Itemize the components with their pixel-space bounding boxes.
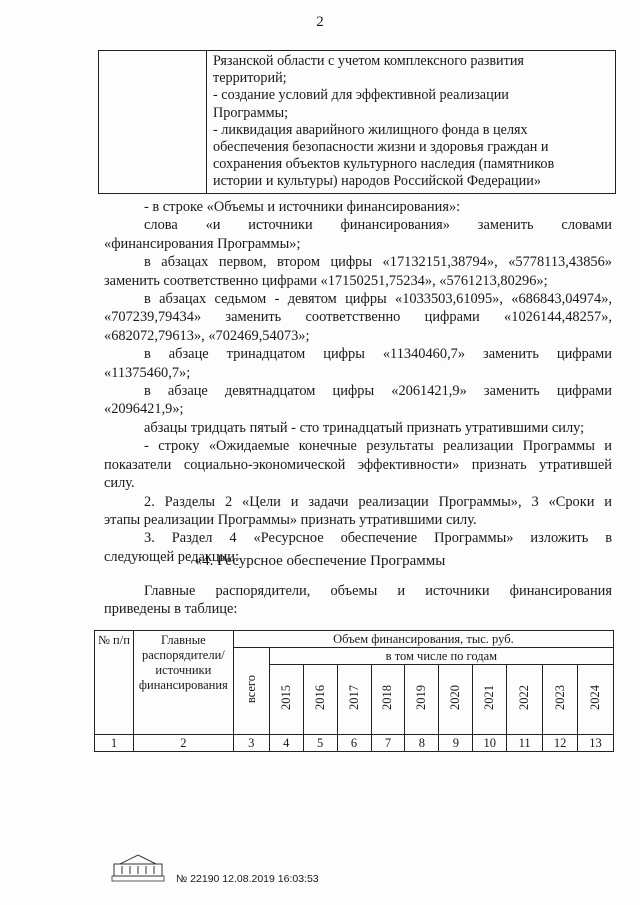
year-cell	[371, 665, 405, 735]
paragraph-line: приведены в таблице:	[104, 601, 238, 618]
paragraph-line: Главные распорядители, объемы и источники финансирования	[144, 583, 612, 599]
year-cell	[543, 665, 578, 735]
year-cell	[578, 665, 614, 735]
index-cell: 9	[439, 735, 473, 752]
year-label: 2017	[346, 685, 361, 710]
year-label: 2016	[312, 685, 327, 710]
header-by-year: в том числе по годам	[269, 648, 613, 665]
goals-line: - ликвидация аварийного жилищного фонда в целях	[213, 121, 528, 138]
paragraph-line: «707239,79434» заменить соответственно цифрами «1026144,48257»,	[104, 309, 612, 326]
year-cell	[473, 665, 507, 735]
header-total-cell	[233, 648, 269, 735]
table-intro	[104, 582, 612, 619]
government-emblem-icon	[110, 852, 168, 882]
year-cell	[405, 665, 439, 735]
goals-line: сохранения объектов культурного наследия (памятников	[213, 156, 555, 173]
year-cell	[303, 665, 337, 735]
paragraph-line: «2096421,9»;	[104, 401, 184, 418]
paragraph-line: силу.	[104, 475, 135, 492]
paragraph-line: этапы реализации Программы» признать утратившими силу.	[104, 511, 477, 528]
index-cell: 3	[233, 735, 269, 752]
paragraph-line: - строку «Ожидаемые конечные результаты реализации Программы и	[144, 438, 612, 455]
paragraph-line: в абзаце тринадцатом цифры «11340460,7» заменить цифрами	[144, 346, 612, 363]
index-cell: 10	[473, 735, 507, 752]
header-main: Главные распорядители/ источники финансирования	[133, 631, 233, 735]
paragraph-line: абзацы тридцать пятый - сто тринадцатый признать утратившими силу;	[144, 419, 585, 436]
goals-line: - создание условий для эффективной реализации	[213, 87, 509, 104]
year-cell	[269, 665, 303, 735]
header-num: № п/п	[95, 631, 134, 735]
paragraph-line: в абзацах первом, втором цифры «17132151,38794», «5778113,43856»	[144, 254, 612, 271]
index-cell: 11	[507, 735, 543, 752]
paragraph-line: заменить соответственно цифрами «17150251,75234», «5761213,80296»;	[104, 272, 548, 289]
year-cell	[337, 665, 371, 735]
paragraph-line: 3. Раздел 4 «Ресурсное обеспечение Программы» изложить в	[144, 530, 612, 547]
goals-text-cell	[207, 51, 616, 194]
index-cell: 12	[543, 735, 578, 752]
goals-line: территорий;	[213, 70, 287, 87]
goals-table-fragment	[98, 50, 616, 194]
goals-line: истории и культуры) народов Российской Федерации»	[213, 173, 541, 190]
paragraph-line: следующей редакции:	[104, 548, 239, 565]
year-label: 2023	[552, 685, 567, 710]
year-label: 2020	[448, 685, 463, 710]
index-cell: 2	[133, 735, 233, 752]
paragraph-line: «11375460,7»;	[104, 364, 191, 381]
goals-line: Рязанской области с учетом комплексного развития	[213, 53, 524, 69]
financing-table	[94, 630, 614, 752]
index-cell: 6	[337, 735, 371, 752]
paragraph-line: - в строке «Объемы и источники финансирования»:	[144, 199, 461, 215]
year-label: 2018	[380, 685, 395, 710]
goals-line: обеспечения безопасности жизни и здоровья граждан и	[213, 139, 549, 156]
index-cell: 4	[269, 735, 303, 752]
year-cell	[439, 665, 473, 735]
paragraph-line: «финансирования Программы»;	[104, 235, 301, 252]
year-label: 2015	[278, 685, 293, 710]
paragraph-line: показатели социально-экономической эффективности» признать утратившей	[104, 456, 612, 473]
header-total: всего	[243, 674, 258, 704]
page-number: 2	[316, 14, 324, 30]
index-cell: 7	[371, 735, 405, 752]
paragraph-line: в абзаце девятнадцатом цифры «2061421,9» заменить цифрами	[144, 383, 612, 400]
index-cell: 8	[405, 735, 439, 752]
paragraph-line: «682072,79613», «702469,54073»;	[104, 327, 310, 344]
year-cell	[507, 665, 543, 735]
year-label: 2021	[482, 685, 497, 710]
paragraph-line: слова «и источники финансирования» заменить словами	[144, 217, 612, 234]
year-label: 2019	[414, 685, 429, 710]
header-volume: Объем финансирования, тыс. руб.	[233, 631, 613, 648]
paragraph-line: 2. Разделы 2 «Цели и задачи реализации Программы», 3 «Сроки и	[144, 493, 612, 510]
index-cell: 1	[95, 735, 134, 752]
year-label: 2022	[517, 685, 532, 710]
year-label: 2024	[588, 685, 602, 710]
index-cell: 5	[303, 735, 337, 752]
empty-cell	[99, 51, 207, 194]
paragraph-line: в абзацах седьмом - девятом цифры «1033503,61095», «686843,04974»,	[144, 291, 612, 308]
goals-line: Программы;	[213, 104, 289, 121]
body-text	[104, 198, 612, 566]
section-title: «4. Ресурсное обеспечение Программы	[194, 553, 446, 569]
index-cell: 13	[578, 735, 614, 752]
document-id: № 22190 12.08.2019 16:03:53	[176, 873, 319, 885]
